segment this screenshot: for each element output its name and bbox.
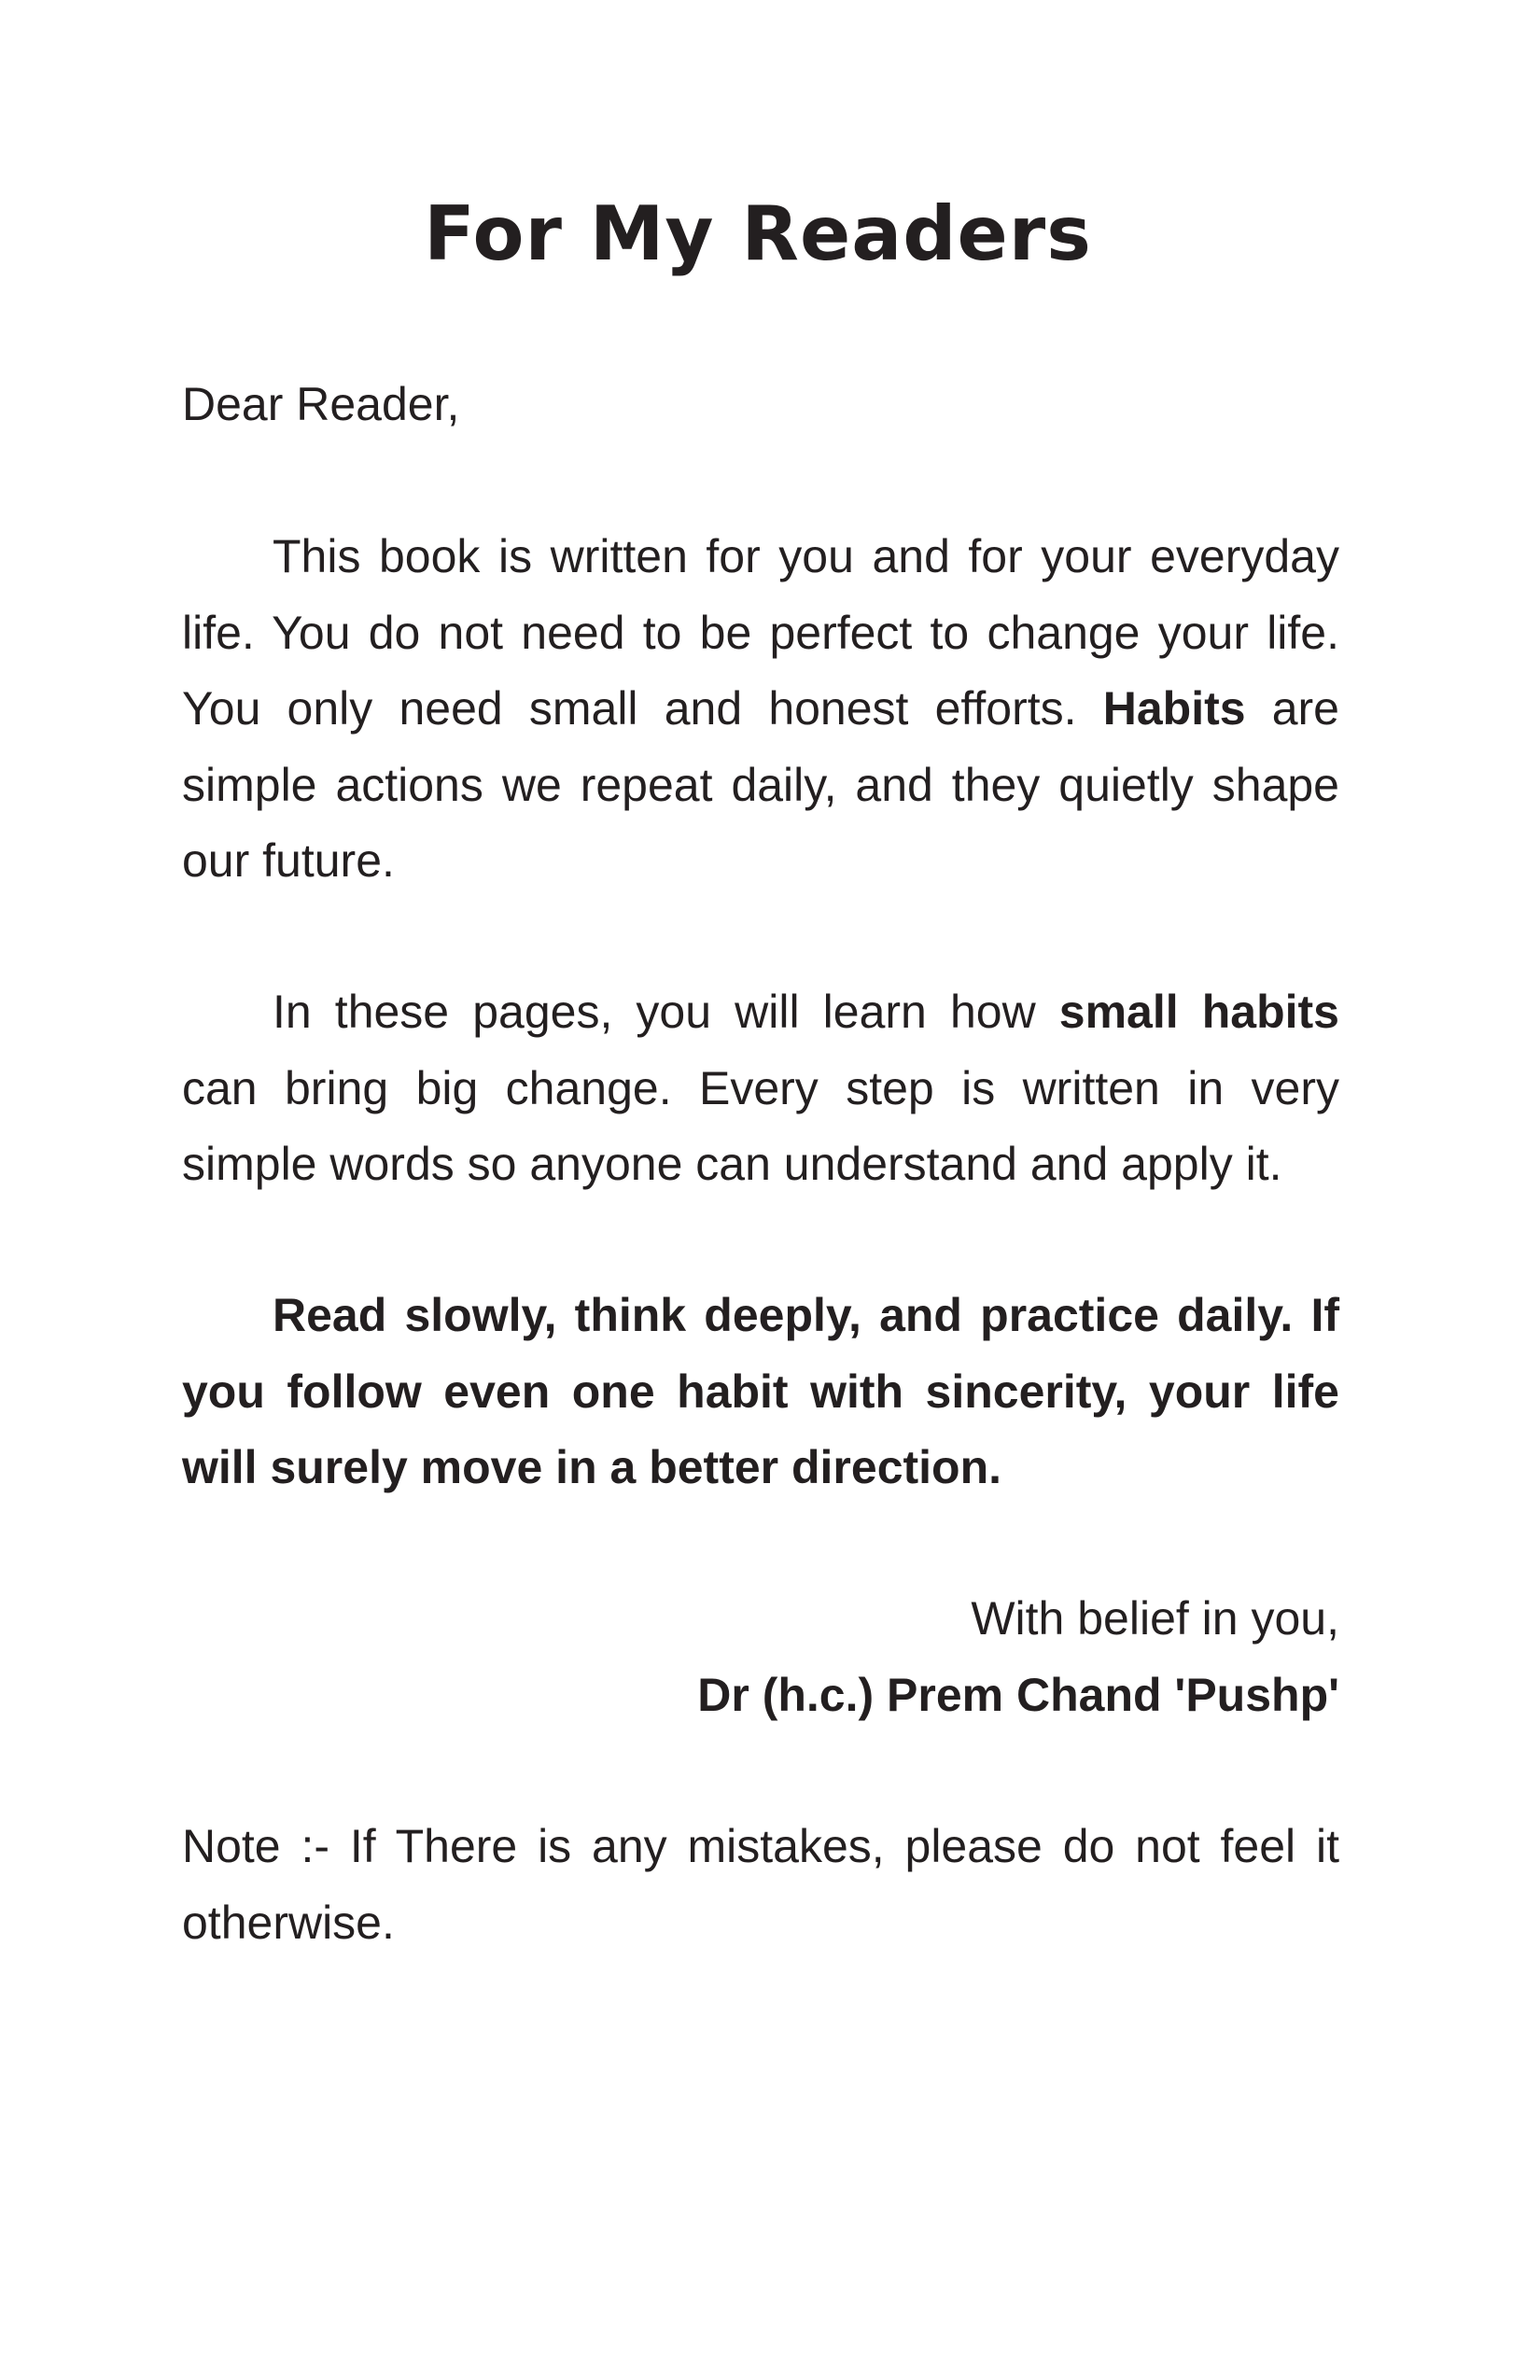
paragraph-small-habits-text-1: In these pages, you will learn how	[273, 986, 1059, 1038]
paragraph-small-habits-emphasis: small habits	[1058, 986, 1339, 1038]
salutation: Dear Reader,	[182, 378, 460, 430]
author-signature: Dr (h.c.) Prem Chand 'Pushp'	[697, 1668, 1339, 1721]
paragraph-small-habits-text-2: can bring big change. Every step is written in very simple words so anyone can understand and apply it.	[182, 1061, 1339, 1190]
paragraph-small-habits	[182, 974, 1339, 1203]
page-title: For My Readers	[424, 190, 1092, 277]
paragraph-intro-text-2: are simple actions we repeat daily, and they quietly shape our future.	[182, 682, 1339, 887]
closing-block	[182, 1581, 1339, 1733]
note-text: Note :- If There is any mistakes, please do not feel it otherwise.	[182, 1820, 1339, 1949]
paragraph-advice: Read slowly, think deeply, and practice daily. If you follow even one habit with sincerity, your life will surely move in a better direction.	[182, 1289, 1339, 1493]
closing-line: With belief in you,	[971, 1592, 1339, 1645]
paragraph-intro-text-1: This book is written for you and for your everyday life. You do not need to be perfect to change your life. You only need small and honest efforts.	[182, 530, 1339, 735]
paragraph-intro-emphasis: Habits	[1102, 682, 1246, 735]
paragraph-intro	[182, 519, 1339, 900]
